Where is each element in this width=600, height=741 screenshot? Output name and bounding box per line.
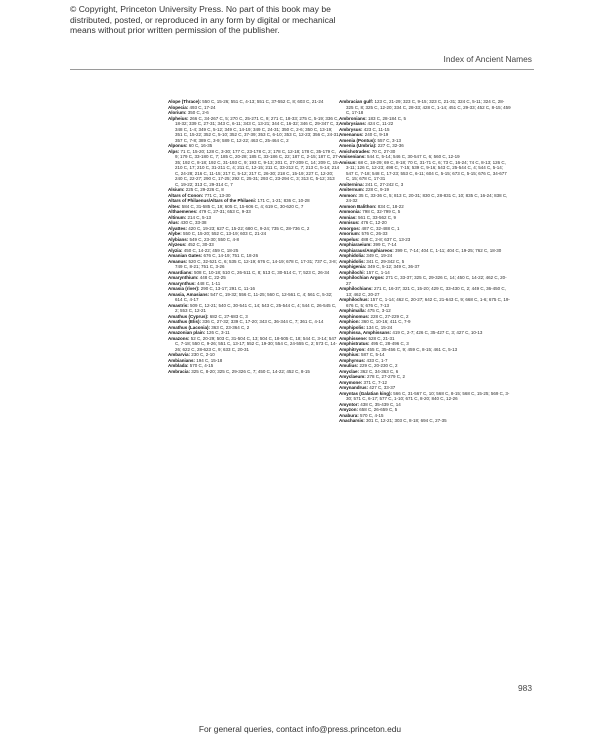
index-term: Amphipolis: xyxy=(339,324,365,330)
index-term: Amphissa, Amphissans: xyxy=(339,330,392,335)
index-term: Amphidolia: xyxy=(339,253,365,258)
index-references: 508 C, 10-18; 510 C, 26-511 C, 8; 513 C, 30-514 C, 7; 523 C, 26-34 xyxy=(194,269,330,275)
index-term: Amyzon: xyxy=(339,407,358,412)
index-term: Alponus: xyxy=(168,143,188,148)
index-term: Amisus: xyxy=(339,159,357,165)
index-term: Amiternina: xyxy=(339,181,365,187)
index-term: Althaemenes: xyxy=(168,209,198,214)
index-references: 550 C, 15-20; 552 C, 13-19; 603 C, 21-24 xyxy=(183,231,267,236)
index-entry xyxy=(339,193,511,204)
index-term: Amphiaraus/Amphiareos: xyxy=(339,247,394,253)
index-term: Amphilochians: xyxy=(339,286,373,291)
index-term: Amorgos: xyxy=(339,225,361,231)
index-references: 487 C, 32-488 C, 1 xyxy=(361,225,400,231)
index-references: 570 C, 4-15 xyxy=(189,363,214,368)
index-term: Amathus (Elis): xyxy=(168,319,202,324)
index-references: 520 C, 32-521 C, 6; 535 C, 12-19; 676 C, 14-19; 678 C, 17-31; 737 C, 3-8; 749 C, 8-21; 751 C, 3-26 xyxy=(175,258,337,269)
index-term: Alybians: xyxy=(168,236,189,242)
footer-contact: For general queries, contact info@press.princeton.edu xyxy=(198,724,402,734)
index-references: 271 C, 16-37; 321 C, 15-20; 429 C, 33-430 C, 2; 449 C, 36-450 C, 13; 462 C, 20-27 xyxy=(346,286,506,297)
index-references: 419 C, 2-7; 426 C, 35-427 C, 3; 427 C, 10-13 xyxy=(392,330,483,335)
index-term: Amblada: xyxy=(168,363,189,368)
index-term: Alps: xyxy=(168,148,180,154)
index-term: Amisenians: xyxy=(339,154,366,159)
index-references: 549 C, 23-30; 550 C, 4-8 xyxy=(189,236,240,242)
index-references: 550 C, 15-26; 551 C, 4-13; 551 C, 37-552 C, 8; 603 C, 21-24 xyxy=(202,99,324,104)
index-term: Alpheius: xyxy=(168,115,189,121)
index-entry xyxy=(168,149,340,188)
index-term: Amphissene: xyxy=(339,335,368,341)
index-references: 495 C, 28-496 C, 3 xyxy=(370,341,409,346)
index-references: 227 C, 32-36 xyxy=(377,143,404,148)
index-references: 71 C, 15-20; 128 C, 3-30; 177 C, 23-178 C, 2; 178 C, 12-18; 178 C, 35-179 C, 9; 179 C, 33-180 C, 7; 185 C, 20-28; 185 C, 33-186 C, 22; 187 C, 2-15; 187 C, 27-35; 192 C, 8-18; 192 C, 31-193 C, 9; 193 C, 9-13; 201 C, 27-209 C, 14; 209 C, 15-210 C, 17; 210 C, 31-211 C, 4; 211 C, 12-15; 211 C, 33-212 C, 7; 213 C, 5-14; 214 C, 24-28; 216 C, 11-15; 217 C, 5-12; 217 C, 26-30; 218 C, 15-19; 227 C, 12-20; 240 C, 22-27; 290 C, 17-25; 292 C, 25-31; 293 C, 23-294 C, 3; 313 C, 5-12; 313 C, 19-22; 313 C, 29-314 C, 7 xyxy=(175,148,340,187)
index-references: 349 C, 19-24 xyxy=(366,253,393,258)
index-entry xyxy=(339,418,511,424)
index-references: 584 C, 31-585 C, 19; 605 C, 15-606 C, 4; 619 C, 30-620 C, 7 xyxy=(181,203,304,209)
index-term: Amphiaraeium: xyxy=(339,242,372,247)
index-term: Amphyrsus: xyxy=(339,357,366,363)
index-entry xyxy=(339,160,511,182)
copyright-line: means without prior written permission of the publisher. xyxy=(70,25,280,36)
index-references: 371 C, 7-12 xyxy=(363,379,388,385)
index-references: 433 C, 1-7 xyxy=(366,357,388,363)
index-term: Alus: xyxy=(168,220,180,225)
index-references: 438 C, 35-439 C, 14 xyxy=(360,401,401,407)
index-term: Amarynthium: xyxy=(168,275,199,280)
index-term: Amynandrus: xyxy=(339,385,369,390)
header-rule xyxy=(70,69,534,70)
index-references: 658 C, 26-659 C, 5 xyxy=(359,407,398,412)
index-term: Amphinomus: xyxy=(339,313,370,319)
index-term: Amastris: xyxy=(168,302,189,308)
index-term: Amazons: xyxy=(168,335,190,341)
index-term: Altes: xyxy=(168,203,181,209)
index-references: 214 C, 5-13 xyxy=(187,214,212,220)
index-references: 290 C, 13-17; 291 C, 11-16 xyxy=(200,286,255,291)
index-references: 566 C, 31-567 C, 10; 568 C, 8-15; 568 C, 15-25; 569 C, 3-30; 571 C, 6-17; 577 C, 1-10; 671 C, 8-20; 840 C, 12-26 xyxy=(346,390,510,401)
index-references: 448 C, 1-11 xyxy=(197,280,221,286)
index-references: 528 C, 21-31 xyxy=(368,335,395,341)
index-term: Amenia (Umbria): xyxy=(339,143,377,148)
index-references: 229 C, 20-230 C, 2 xyxy=(359,363,398,368)
index-column-right xyxy=(339,99,511,424)
index-term: Amasia, Amasians: xyxy=(168,291,210,297)
index-term: Amphius: xyxy=(339,352,360,357)
index-references: 228 C, 9-19 xyxy=(365,187,390,192)
index-term: Anacharsis: xyxy=(339,418,365,423)
index-references: 587 C, 5-14 xyxy=(361,352,385,357)
index-term: Amulius: xyxy=(339,363,359,368)
index-term: Amathus (Cyprus): xyxy=(168,313,209,319)
index-term: Amphimalla: xyxy=(339,308,367,313)
index-term: Ammon: xyxy=(339,192,358,198)
index-term: Amphigenia: xyxy=(339,264,367,269)
index-term: Amazonian plain: xyxy=(168,330,206,335)
index-references: 452 C, 30-33 xyxy=(187,242,214,247)
index-entry xyxy=(168,369,340,375)
index-term: Ambracian gulf: xyxy=(339,99,374,104)
index-entry xyxy=(339,297,511,308)
index-term: Amardians: xyxy=(168,269,193,275)
index-term: Ambracia: xyxy=(168,368,191,374)
index-references: 171 C, 1-21; 836 C, 10-28 xyxy=(257,198,310,203)
index-references: 771 C, 13-30 xyxy=(204,192,231,198)
index-term: Amanian Gates: xyxy=(168,253,203,258)
index-entry xyxy=(168,116,340,144)
index-term: Ambianians: xyxy=(168,357,196,363)
index-term: Amphilochian Argos: xyxy=(339,275,385,280)
index-term: Amiternum: xyxy=(339,187,365,192)
index-references: 570 C, 4-15 xyxy=(360,412,384,418)
index-references: 52 C, 20-29; 503 C, 31-504 C, 13; 504 C, 18-505 C, 18; 544 C, 3-14; 547 C, 7-18; 550 C, 9-26; 551 C, 13-17; 552 C, 19-30; 554 C, 24-555 C, 2; 573 C, 14-26; 622 C, 28-623 C, 9; 633 C, 20-31 xyxy=(175,335,337,352)
index-term: Amnias: xyxy=(339,214,357,220)
index-references: 488 C, 2-8; 637 C, 13-23 xyxy=(360,236,411,242)
index-references: 399 C, 7-14; 404 C, 1-11; 404 C, 19-25; 762 C, 18-30 xyxy=(395,247,502,253)
index-references: 423 C, 11-15 xyxy=(363,126,390,132)
index-references: 424 C, 11-22 xyxy=(367,121,394,126)
index-references: 399 C, 7-14 xyxy=(373,242,397,247)
index-references: 341 C, 29-342 C, 5 xyxy=(366,258,405,264)
index-references: 430 C, 33-38 xyxy=(180,220,207,225)
index-entry xyxy=(339,286,511,297)
index-entry xyxy=(339,391,511,402)
index-references: 455 C, 35-456 C, 9; 459 C, 8-15; 461 C, 5-13 xyxy=(367,346,458,352)
index-references: 576 C, 26-33 xyxy=(361,231,388,236)
index-references: 157 C, 1-14 xyxy=(366,269,390,275)
index-entry xyxy=(168,259,340,270)
index-term: Amphitryon: xyxy=(339,346,366,352)
index-references: 557 C, 3-13 xyxy=(377,137,402,143)
index-term: Alybe: xyxy=(168,231,182,236)
index-term: Amanus: xyxy=(168,258,188,264)
index-entry xyxy=(168,336,340,353)
copyright-line: distributed, posted, or reproduced in any form by digital or mechanical xyxy=(70,14,336,25)
index-references: 676 C, 14-19; 751 C, 18-26 xyxy=(203,253,259,258)
index-references: 126 C, 3-11 xyxy=(206,330,230,335)
index-references: 123 C, 21-29; 323 C, 9-15; 323 C, 21-31; 324 C, 5-11; 324 C, 28-325 C, 8; 325 C, 12-20; 334 C, 28-33; 428 C, 1-14; 451 C, 29-33; 452 C, 8-15; 459 C, 17-18 xyxy=(346,99,511,115)
index-references: 183 C, 28-184 C, 5 xyxy=(368,115,407,121)
index-term: Ampelus: xyxy=(339,236,360,242)
index-term: Amnisus: xyxy=(339,220,360,225)
index-term: Ambronians: xyxy=(339,115,367,121)
index-term: Amphidolis: xyxy=(339,258,365,264)
index-references: 420 C, 19-23; 627 C, 15-22; 680 C, 9-24; 735 C, 28-736 C, 2 xyxy=(188,225,310,231)
index-references: 476 C, 12-20 xyxy=(360,220,387,225)
index-term: Alopecia: xyxy=(168,104,189,110)
index-references: 493 C, 17-24 xyxy=(189,104,216,110)
index-column-left xyxy=(168,99,340,374)
index-references: 363 C, 23-364 C, 2 xyxy=(211,324,250,330)
index-references: 157 C, 1-14; 462 C, 20-27; 642 C, 21-643 C, 9; 668 C, 1-6; 675 C, 19-676 C, 5; 676 C, 7-13 xyxy=(346,297,510,308)
index-term: Amenanus: xyxy=(339,132,364,137)
index-term: Amphilochus: xyxy=(339,297,369,302)
index-term: Amathus (Laconia): xyxy=(168,324,211,330)
index-term: Alsium: xyxy=(168,187,185,192)
index-references: 266 C, 34-267 C, 5; 270 C, 25-271 C, 9; 271 C, 18-33; 275 C, 5-19; 336 C, 18-32; 339 C, 27-31; 343 C, 6-11; 343 C, 13-21; 344 C, 16-32; 346 C, 29-347 C, 3; 348 C, 1-4; 349 C, 5-12; 349 C, 14-19; 349 C, 24-31; 350 C, 2-6; 350 C, 13-19; 351 C, 15-22; 352 C, 5-10; 352 C, 37-39; 353 C, 6-10; 353 C, 12-23; 356 C, 24-31; 357 C, 7-8; 389 C, 3-9; 589 C, 12-22; 463 C, 25-464 C, 2 xyxy=(175,115,340,143)
index-term: Amyntor: xyxy=(339,401,359,407)
index-references: 798 C, 32-799 C, 5 xyxy=(362,209,401,214)
index-references: 278 C, 27-279 C, 2 xyxy=(367,374,406,379)
copyright-notice xyxy=(70,4,540,36)
index-references: 60 C, 16-35 xyxy=(188,143,213,148)
index-references: 450 C, 14-22; 459 C, 18-25 xyxy=(183,247,239,253)
index-term: Altinum: xyxy=(168,214,187,220)
index-references: 479 C, 27-31; 653 C, 9-33 xyxy=(198,209,251,214)
index-term: Ambrysians: xyxy=(339,121,367,126)
index-term: Ambarvia: xyxy=(168,352,191,357)
index-references: 509 C, 12-21; 540 C, 30-541 C, 14; 543 C, 25-544 C, 4; 544 C, 26-545 C, 2; 553 C, 12-21 xyxy=(175,302,337,313)
index-references: 240 C, 9-19 xyxy=(364,132,389,137)
index-term: Alorium: xyxy=(168,110,187,115)
index-term: Amarynthus: xyxy=(168,280,196,286)
index-references: 349 C, 5-12; 349 C, 36-37 xyxy=(367,264,420,269)
index-term: Amymone: xyxy=(339,379,363,385)
index-references: 35 C, 33-36 C, 5; 813 C, 20-31; 830 C, 28-831 C, 10; 835 C, 16-24; 838 C, 24-32 xyxy=(346,192,508,203)
index-references: 561 C, 33-562 C, 9 xyxy=(358,214,397,220)
index-references: 336 C, 27-32; 339 C, 17-20; 343 C, 36-344 C, 7; 361 C, 4-14 xyxy=(202,319,324,324)
index-references: 360 C, 10-16; 411 C, 7-9 xyxy=(361,319,411,324)
index-term: Anabura: xyxy=(339,412,359,418)
index-entry xyxy=(168,292,340,303)
index-references: 834 C, 18-22 xyxy=(377,203,404,209)
copyright-line: © Copyright, Princeton University Press. No part of this book may be xyxy=(70,4,331,14)
index-references: 448 C, 22-25 xyxy=(199,275,226,280)
index-term: Amphilochi: xyxy=(339,269,365,275)
index-term: Amphion: xyxy=(339,319,360,324)
index-term: Alyzeus: xyxy=(168,242,187,247)
index-term: Amenia (Pontus): xyxy=(339,137,377,143)
index-references: 544 C, 5-14; 546 C, 30-547 C, 6; 560 C, 12-19 xyxy=(367,154,460,159)
index-references: 301 C, 12-21; 303 C, 8-18; 694 C, 27-35 xyxy=(366,418,447,423)
index-entry xyxy=(339,275,511,286)
index-references: 350 C, 2-6 xyxy=(187,110,209,115)
index-references: 225 C, 29-226 C, 8 xyxy=(185,187,224,192)
index-term: Altars of Philaenus/Altars of the Philaeni: xyxy=(168,198,257,203)
index-term: Alyzia: xyxy=(168,247,183,253)
index-references: 325 C, 8-20; 325 C, 29-326 C, 7; 450 C, 14-22; 452 C, 8-15 xyxy=(191,368,310,374)
index-term: Ambrysus: xyxy=(339,126,363,132)
index-term: Amasia (river): xyxy=(168,286,200,291)
index-term: Ammonia: xyxy=(339,209,362,214)
page-number: 983 xyxy=(518,683,532,693)
index-references: 230 C, 2-10 xyxy=(191,352,215,357)
index-references: 134 C, 15-24 xyxy=(366,324,393,330)
index-references: 241 C, 27-242 C, 3 xyxy=(365,181,404,187)
index-term: Alyattes: xyxy=(168,225,188,231)
index-term: Amyclaeum: xyxy=(339,374,366,379)
index-term: Altars of Conon: xyxy=(168,192,204,198)
running-head: Index of Ancient Names xyxy=(443,54,532,64)
index-entry xyxy=(168,303,340,314)
index-term: Amorium: xyxy=(339,231,361,236)
index-term: Ammon Balithon: xyxy=(339,203,377,209)
index-references: 271 C, 33-37; 325 C, 29-326 C, 14; 450 C, 14-22; 462 C, 20-27 xyxy=(346,275,507,286)
index-references: 228 C, 27-229 C, 2 xyxy=(370,313,409,319)
index-references: 547 C, 19-32; 556 C, 11-25; 560 C, 12-561 C, 4; 561 C, 5-32; 614 C, 4-17 xyxy=(175,291,333,302)
index-term: Amichotrades: xyxy=(339,148,371,154)
index-entry xyxy=(339,99,511,116)
index-references: 362 C, 34-363 C, 6 xyxy=(360,368,399,374)
index-references: 475 C, 3-12 xyxy=(367,308,391,313)
index-term: Amyclae: xyxy=(339,368,360,374)
index-term: Amyntas (Galatian king): xyxy=(339,390,393,396)
index-references: 427 C, 33-37 xyxy=(369,385,396,390)
index-references: 682 C, 27-683 C, 3 xyxy=(209,313,248,319)
index-references: 68 C, 18-29; 69 C, 8-18; 70 C, 31-71 C, 6; 73 C, 16-24; 74 C, 8-13; 126 C, 3-11; 126 C, 12-23; 498 C, 7-15; 539 C, 9-16; 543 C, 25-544 C, 4; 544 C, 5-14; 547 C, 7-18; 548 C, 17-23; 553 C, 6-11; 604 C, 5-15; 673 C, 5-15; 676 C, 34-677 C, 15; 678 C, 17-31 xyxy=(346,159,507,181)
index-references: 194 C, 15-18 xyxy=(196,357,223,363)
index-term: Alope (Thrace): xyxy=(168,99,202,104)
index-term: Amphistratus: xyxy=(339,341,370,346)
index-references: 70 C, 27-30 xyxy=(371,148,396,154)
